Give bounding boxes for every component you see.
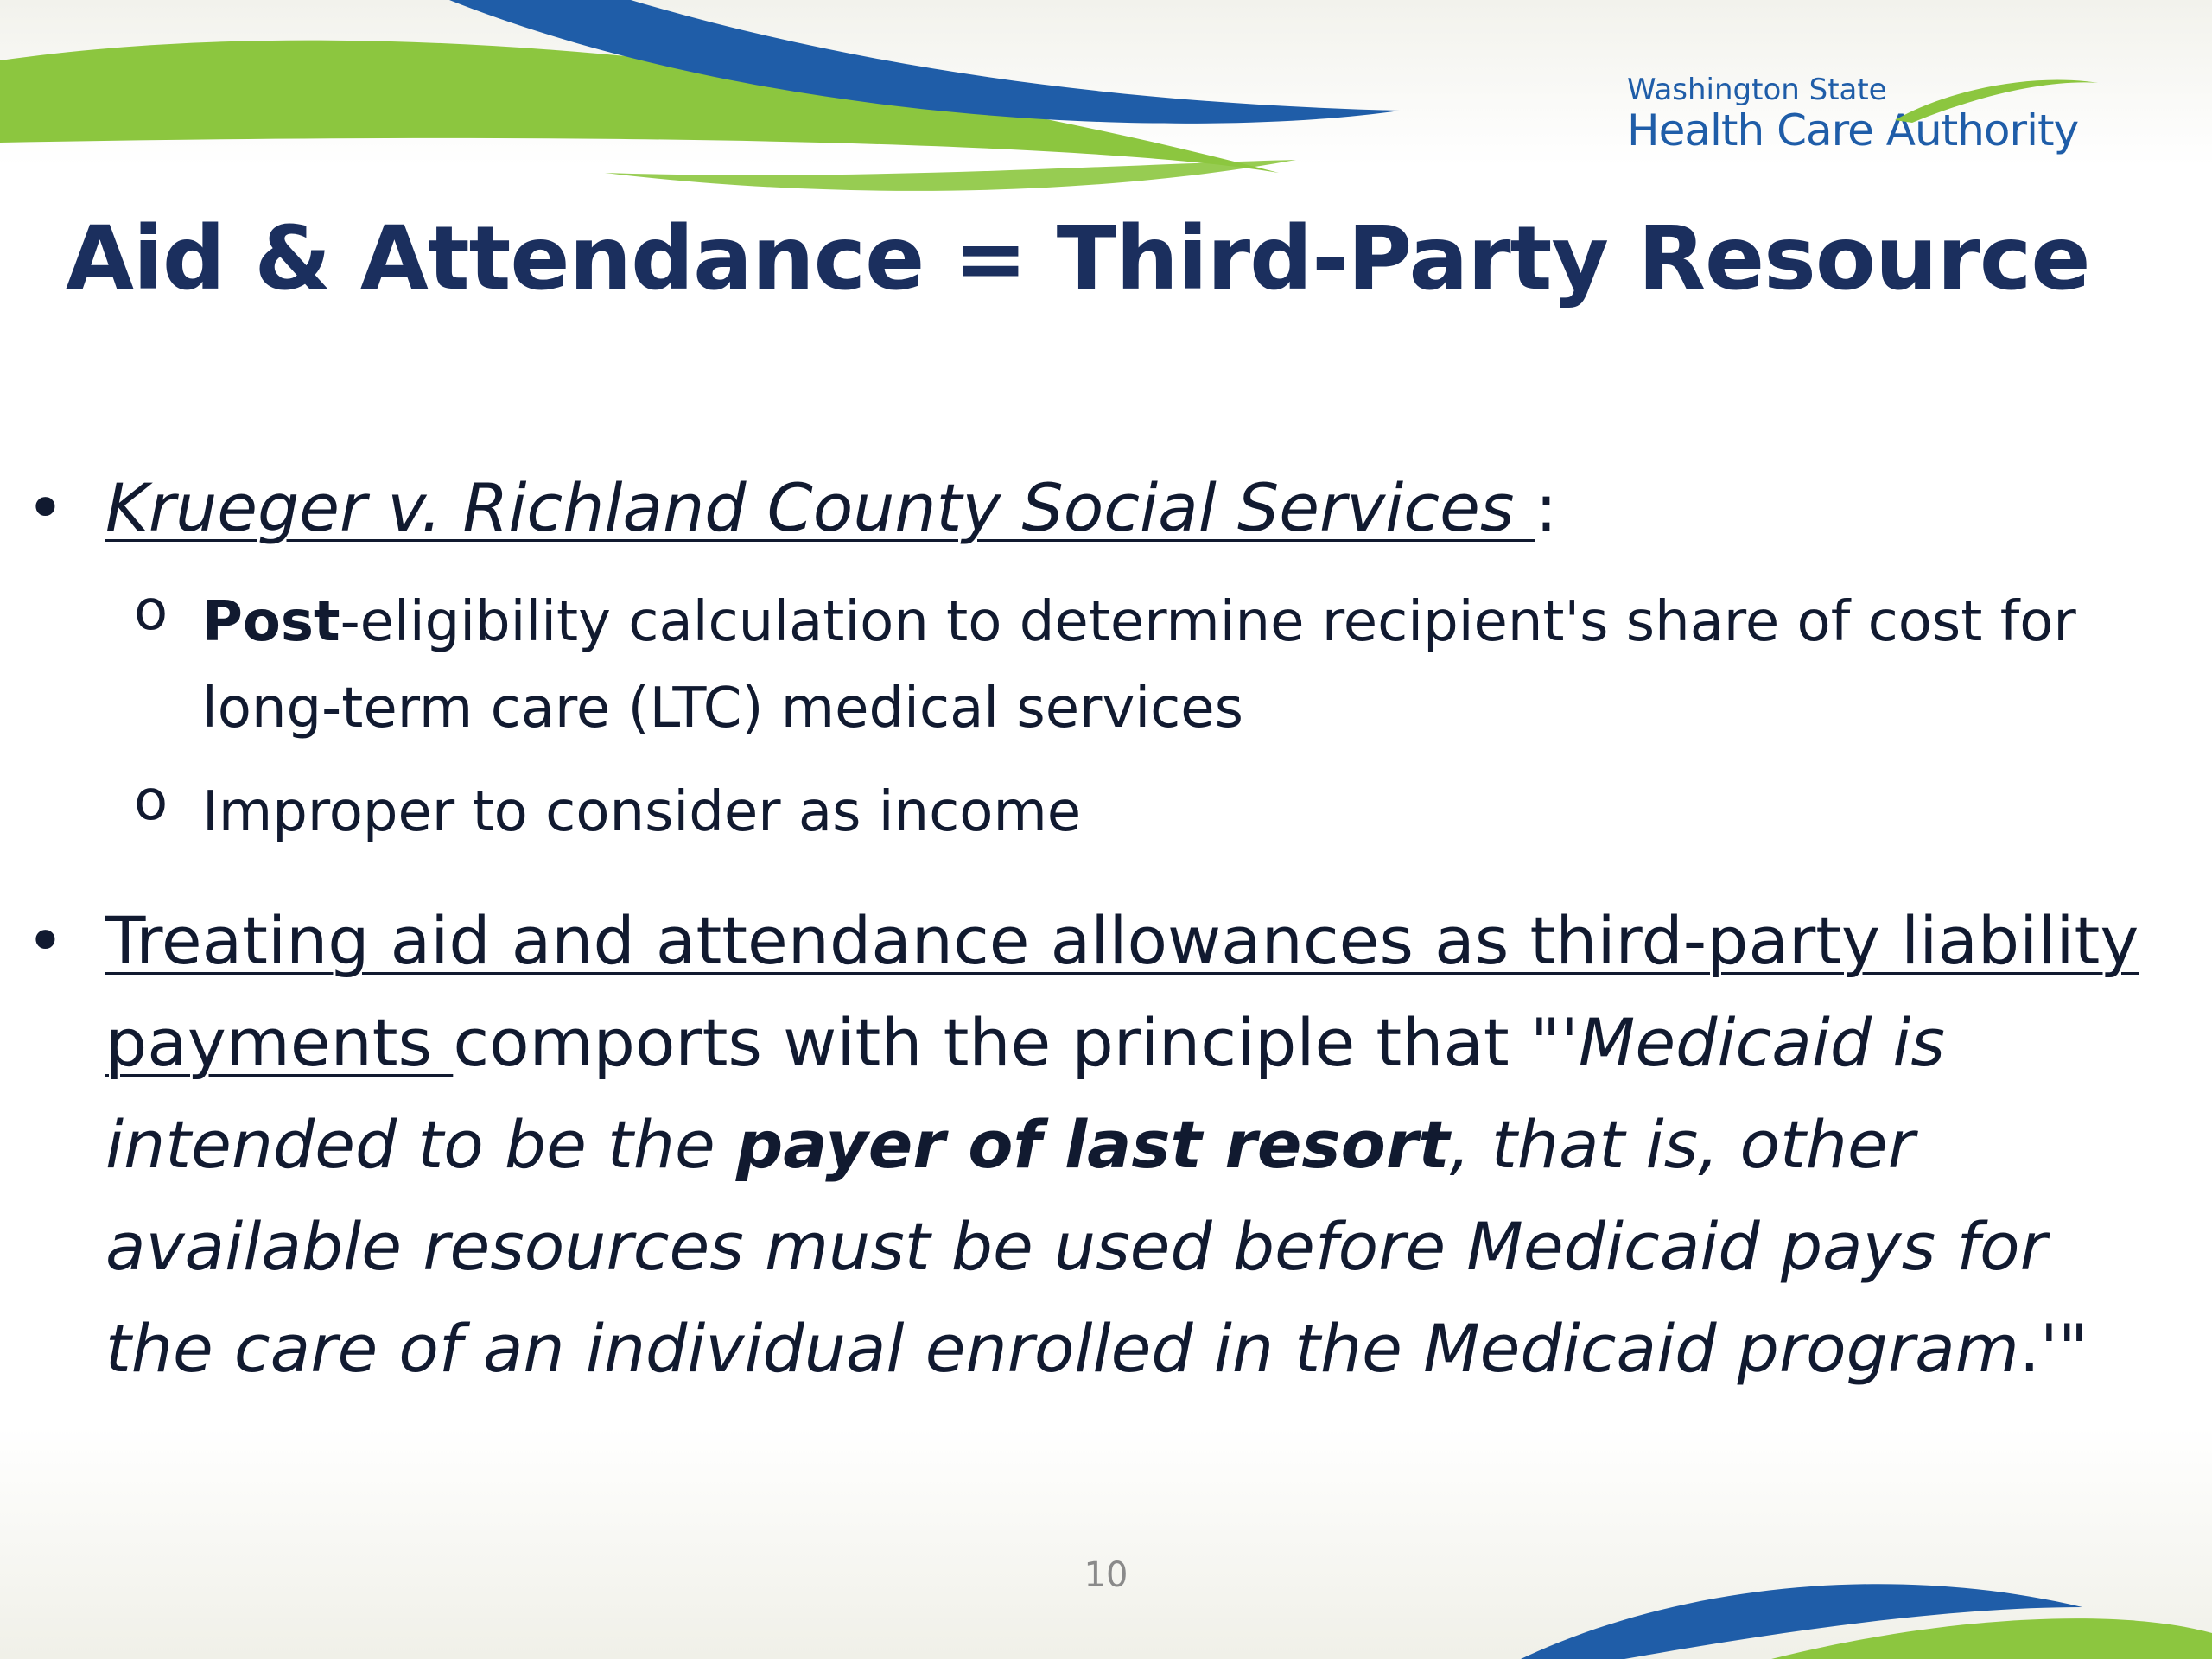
sub-item-1-bold: Post <box>202 590 340 654</box>
logo-swoosh-icon <box>1878 73 2111 124</box>
quote-part-1: Medicaid is intended to be the <box>105 1004 1946 1183</box>
bullet-2-plain: comports with the principle that <box>453 1004 1530 1081</box>
hca-logo <box>1627 73 2111 176</box>
bullet-2-marker: • <box>26 902 65 979</box>
quote-open: "' <box>1529 1004 1579 1081</box>
quote-part-2: , that is, other available resources must be used before Medicaid pays for the care of an individual enrolled in the Medicaid program <box>105 1106 2047 1387</box>
bullet-1-colon: : <box>1535 469 1558 546</box>
slide-title: Aid & Attendance = Third-Party Resource <box>66 207 2090 310</box>
bullet-1-marker: • <box>26 469 65 546</box>
case-name: Krueger v. Richland County Social Services <box>105 469 1535 546</box>
sub-bullet-2-marker: o <box>134 769 168 833</box>
logo-line2: Health Care Authority <box>1627 105 2079 156</box>
bullet-2 <box>105 890 2162 1400</box>
sub-bullet-1-marker: o <box>134 579 168 643</box>
sub-item-1-text: -eligibility calculation to determine recipient's share of cost for long-term care (LTC) medical services <box>202 590 2076 741</box>
page-number: 10 <box>1084 1555 1128 1595</box>
sub-item-1 <box>202 579 2138 752</box>
quote-bold: payer of last resort <box>735 1106 1450 1183</box>
logo-line1: Washington State <box>1627 73 1887 107</box>
bullet-1 <box>105 467 1557 550</box>
bullet-2-underlined: Treating aid and attendance allowances as third-party liability payments <box>105 902 2139 1081</box>
quote-close: .'" <box>2018 1310 2088 1387</box>
sub-item-2: Improper to consider as income <box>202 780 1082 844</box>
